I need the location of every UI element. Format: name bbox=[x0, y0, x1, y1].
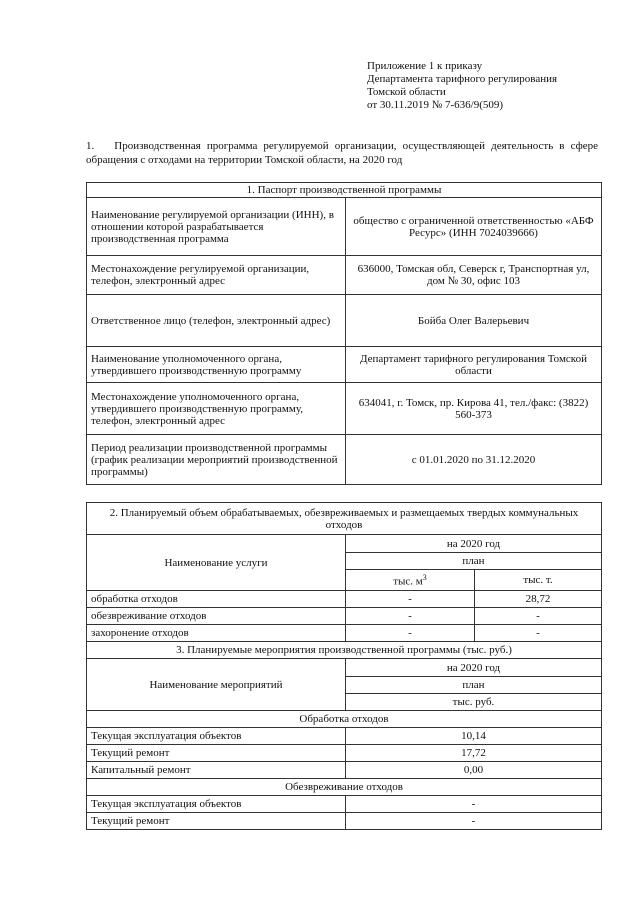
passport-title: 1. Паспорт производственной программы bbox=[87, 183, 602, 198]
measures-plan: план bbox=[346, 677, 602, 694]
measures-name-header: Наименование мероприятий bbox=[87, 659, 346, 711]
approval-line: Департамента тарифного регулирования bbox=[367, 73, 558, 85]
measures-year: на 2020 год bbox=[346, 659, 602, 677]
volume-row-v2: 28,72 bbox=[475, 591, 602, 608]
volume-measures-table bbox=[86, 502, 602, 830]
volume-row-name: обработка отходов bbox=[87, 591, 346, 608]
approval-line: Томской области bbox=[367, 86, 446, 98]
approval-date: от 30.11.2019 № 7-636/9(509) bbox=[367, 99, 504, 111]
measures-row-value: 0,00 bbox=[346, 762, 602, 779]
volume-plan: план bbox=[346, 553, 602, 570]
passport-label: Наименование уполномоченного органа, утвердившего производственную программу bbox=[87, 347, 346, 383]
passport-value: с 01.01.2020 по 31.12.2020 bbox=[346, 435, 602, 485]
volume-row-v1: - bbox=[346, 608, 475, 625]
program-heading-number: 1. bbox=[86, 140, 95, 152]
volume-row-name: захоронение отходов bbox=[87, 625, 346, 642]
measures-section-neutralization: Обезвреживание отходов bbox=[87, 779, 602, 796]
measures-row-name: Текущий ремонт bbox=[87, 813, 346, 830]
approval-block bbox=[367, 60, 557, 112]
volume-row-v1: - bbox=[346, 625, 475, 642]
passport-label: Наименование регулируемой организации (ИНН), в отношении которой разрабатывается производственная программа bbox=[87, 198, 346, 256]
passport-value: Бойба Олег Валерьевич bbox=[346, 295, 602, 347]
passport-label: Местонахождение регулируемой организации, телефон, электронный адрес bbox=[87, 256, 346, 295]
measures-section-processing: Обработка отходов bbox=[87, 711, 602, 728]
measures-row-name: Капитальный ремонт bbox=[87, 762, 346, 779]
measures-row-value: 10,14 bbox=[346, 728, 602, 745]
measures-unit: тыс. руб. bbox=[346, 694, 602, 711]
measures-title: 3. Планируемые мероприятия производственной программы (тыс. руб.) bbox=[87, 642, 602, 659]
passport-label: Местонахождение уполномоченного органа, утвердившего производственную программу, телефон, электронный адрес bbox=[87, 383, 346, 435]
passport-value: общество с ограниченной ответственностью «АБФ Ресурс» (ИНН 7024039666) bbox=[346, 198, 602, 256]
approval-line: Приложение 1 к приказу bbox=[367, 60, 483, 72]
passport-value: 636000, Томская обл, Северск г, Транспортная ул, дом № 30, офис 103 bbox=[346, 256, 602, 295]
measures-row-name: Текущая эксплуатация объектов bbox=[87, 796, 346, 813]
program-heading-text: Производственная программа регулируемой организации, осуществляющей деятельность в сфере обращения с отходами на территории Томской области, на 2020 год bbox=[86, 140, 598, 166]
passport-label: Период реализации производственной программы (график реализации мероприятий производственной программы) bbox=[87, 435, 346, 485]
volume-year: на 2020 год bbox=[346, 535, 602, 553]
volume-unit-t: тыс. т. bbox=[475, 570, 602, 591]
passport-value: 634041, г. Томск, пр. Кирова 41, тел./факс: (3822) 560-373 bbox=[346, 383, 602, 435]
passport-value: Департамент тарифного регулирования Томской области bbox=[346, 347, 602, 383]
measures-row-value: - bbox=[346, 813, 602, 830]
volume-row-v1: - bbox=[346, 591, 475, 608]
volume-name-header: Наименование услуги bbox=[87, 535, 346, 591]
measures-row-name: Текущая эксплуатация объектов bbox=[87, 728, 346, 745]
measures-row-value: - bbox=[346, 796, 602, 813]
passport-table bbox=[86, 182, 602, 485]
volume-unit-m3: тыс. $м^3$ bbox=[346, 570, 475, 591]
measures-row-value: 17,72 bbox=[346, 745, 602, 762]
program-heading bbox=[86, 139, 598, 167]
volume-row-v2: - bbox=[475, 625, 602, 642]
volume-title: 2. Планируемый объем обрабатываемых, обезвреживаемых и размещаемых твердых коммунальных отходов bbox=[87, 503, 602, 535]
volume-row-name: обезвреживание отходов bbox=[87, 608, 346, 625]
passport-label: Ответственное лицо (телефон, электронный адрес) bbox=[87, 295, 346, 347]
measures-row-name: Текущий ремонт bbox=[87, 745, 346, 762]
volume-row-v2: - bbox=[475, 608, 602, 625]
